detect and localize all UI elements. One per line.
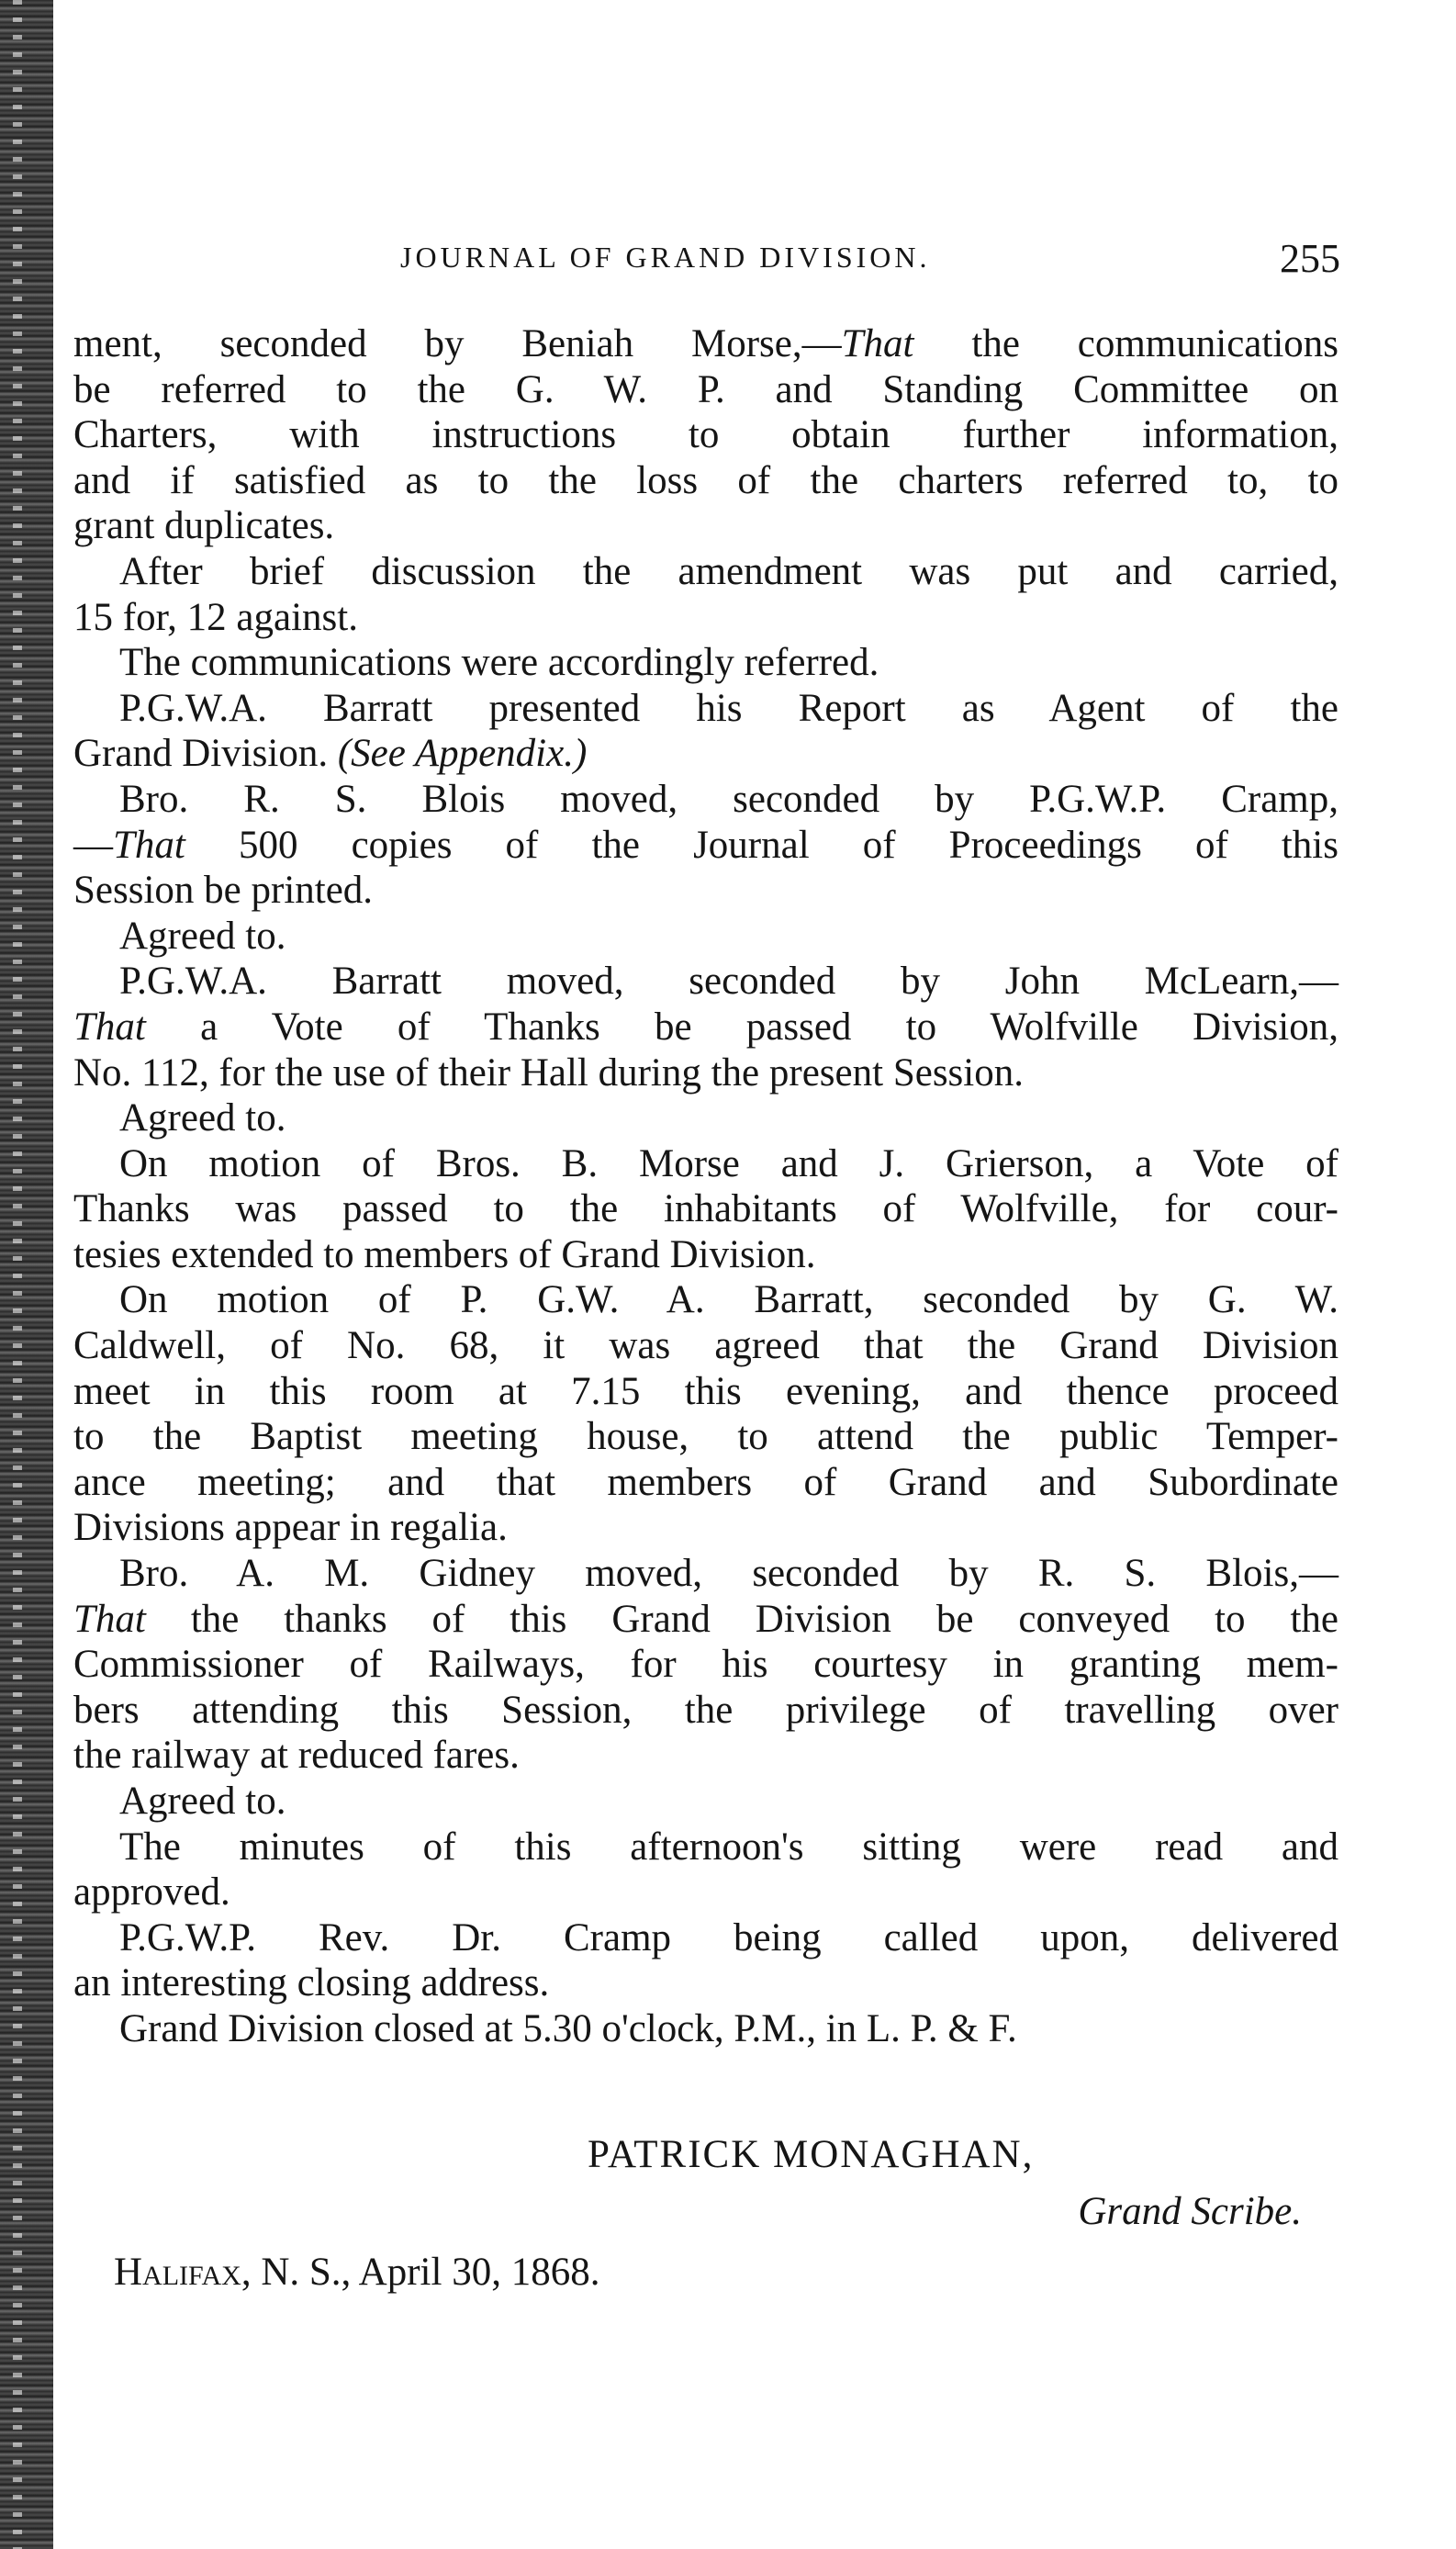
paragraph [73, 914, 1338, 960]
text-line [73, 2006, 1338, 2052]
paragraph [73, 1095, 1338, 1141]
text-run: be referred to the G. W. P. and Standing Committee on [73, 367, 1338, 411]
text-run: meet in this room at 7.15 this evening, and thence proceed [73, 1369, 1338, 1413]
text-run: Grand Division closed at 5.30 o'clock, P.M., in L. P. & F. [119, 2006, 1017, 2050]
paragraph [73, 1825, 1338, 1915]
journal-page [73, 0, 1340, 2549]
book-binding-edge [0, 0, 53, 2549]
body-text [73, 321, 1338, 2052]
text-run: to the Baptist meeting house, to attend the public Temper- [73, 1415, 1338, 1459]
text-run: On motion of Bros. B. Morse and J. Grierson, a Vote of [119, 1141, 1338, 1185]
text-run: Bro. R. S. Blois moved, seconded by P.G.W.P. Cramp, [119, 777, 1338, 821]
italic-text: That [73, 1597, 146, 1641]
italic-text: That [841, 322, 914, 365]
text-run: Charters, with instructions to obtain further information, [73, 413, 1338, 457]
text-line [73, 1232, 1338, 1278]
text-run: Commissioner of Railways, for his courtesy in granting mem- [73, 1643, 1338, 1687]
text-run: 500 copies of the Journal of Proceedings of this [185, 823, 1338, 867]
text-line [73, 1414, 1338, 1460]
signer-name: PATRICK MONAGHAN, [588, 2133, 1035, 2176]
text-line [73, 1369, 1338, 1415]
text-line [73, 549, 1338, 595]
paragraph [73, 959, 1338, 1095]
text-run: P.G.W.A. Barratt moved, seconded by John McLearn,— [119, 960, 1338, 1004]
running-head [73, 236, 1340, 288]
text-run: Agreed to. [119, 914, 286, 958]
text-line [73, 367, 1338, 413]
text-run: a Vote of Thanks be passed to Wolfville Division, [145, 1005, 1338, 1049]
text-run: No. 112, for the use of their Hall during the present Session. [73, 1050, 1024, 1095]
text-run: Grand Division. [73, 732, 338, 776]
text-line [73, 1597, 1338, 1643]
text-run: the thanks of this Grand Division be conveyed to the [145, 1597, 1338, 1641]
text-run: — [73, 823, 113, 867]
text-line [73, 1551, 1338, 1597]
text-run: The minutes of this afternoon's sitting were read and [119, 1825, 1338, 1869]
text-line [73, 1960, 1338, 2006]
text-run: Caldwell, of No. 68, it was agreed that the Grand Division [73, 1324, 1338, 1368]
paragraph [73, 686, 1338, 777]
text-run: Agreed to. [119, 1780, 286, 1823]
text-run: Session be printed. [73, 869, 374, 913]
text-run: P.G.W.P. Rev. Dr. Cramp being called upon, delivered [119, 1915, 1338, 1959]
text-line [73, 686, 1338, 732]
italic-text: That [73, 1005, 146, 1049]
dateline-place: Halifax [114, 2251, 241, 2294]
text-line [73, 640, 1338, 686]
text-line [73, 1733, 1338, 1779]
text-line [73, 412, 1338, 458]
text-line [73, 868, 1338, 914]
text-run: P.G.W.A. Barratt presented his Report as Agent of the [119, 686, 1338, 730]
text-line [73, 1779, 1338, 1825]
text-run: an interesting closing address. [73, 1961, 550, 2005]
text-line [73, 731, 1338, 777]
text-run: the communications [913, 322, 1338, 365]
text-run: Divisions appear in regalia. [73, 1506, 508, 1550]
signer-title: Grand Scribe. [1078, 2190, 1302, 2233]
paragraph [73, 549, 1338, 640]
text-run: After brief discussion the amendment was put and carried, [119, 549, 1338, 593]
text-line [73, 458, 1338, 504]
text-line [73, 959, 1338, 1005]
text-run: ment, seconded by Beniah Morse,— [73, 322, 842, 365]
text-run: Bro. A. M. Gidney moved, seconded by R. S. Blois,— [119, 1552, 1338, 1596]
text-line [73, 1870, 1338, 1915]
paragraph [73, 640, 1338, 686]
text-run: 15 for, 12 against. [73, 595, 358, 639]
text-run: the railway at reduced fares. [73, 1734, 520, 1778]
text-line [73, 1825, 1338, 1870]
paragraph [73, 1141, 1338, 1278]
text-run: Agreed to. [119, 1096, 286, 1140]
text-line [73, 595, 1338, 641]
page-number: 255 [1280, 236, 1340, 281]
text-run: approved. [73, 1870, 230, 1915]
italic-text: (See Appendix.) [337, 732, 588, 776]
text-run: On motion of P. G.W. A. Barratt, seconded by G. W. [119, 1278, 1338, 1322]
paragraph [73, 1551, 1338, 1779]
text-run: Thanks was passed to the inhabitants of Wolfville, for cour- [73, 1187, 1338, 1231]
text-line [73, 777, 1338, 823]
text-line [73, 1277, 1338, 1323]
text-line [73, 1688, 1338, 1734]
text-line [73, 1505, 1338, 1551]
dateline-date: , N. S., April 30, 1868. [241, 2251, 600, 2294]
text-line [73, 1186, 1338, 1232]
text-run: ance meeting; and that members of Grand and Subordinate [73, 1460, 1338, 1504]
text-run: tesies extended to members of Grand Division. [73, 1232, 816, 1276]
text-run: grant duplicates. [73, 504, 335, 548]
text-line [73, 1050, 1338, 1096]
paragraph [73, 777, 1338, 914]
text-line [73, 823, 1338, 869]
text-line [73, 1915, 1338, 1961]
italic-text: That [113, 823, 185, 867]
dateline [114, 2250, 599, 2295]
text-run: bers attending this Session, the privilege of travelling over [73, 1688, 1338, 1732]
text-run: The communications were accordingly referred. [119, 641, 879, 685]
paragraph [73, 1915, 1338, 2006]
paragraph [73, 2006, 1338, 2052]
text-line [73, 321, 1338, 367]
text-run: and if satisfied as to the loss of the charters referred to, to [73, 458, 1338, 502]
text-line [73, 503, 1338, 549]
running-title: JOURNAL OF GRAND DIVISION. [400, 241, 931, 274]
text-line [73, 1642, 1338, 1688]
text-line [73, 1141, 1338, 1187]
text-line [73, 1323, 1338, 1369]
text-line [73, 1460, 1338, 1506]
text-line [73, 1005, 1338, 1050]
text-line [73, 1095, 1338, 1141]
paragraph [73, 1779, 1338, 1825]
paragraph [73, 321, 1338, 549]
text-line [73, 914, 1338, 960]
paragraph [73, 1277, 1338, 1551]
